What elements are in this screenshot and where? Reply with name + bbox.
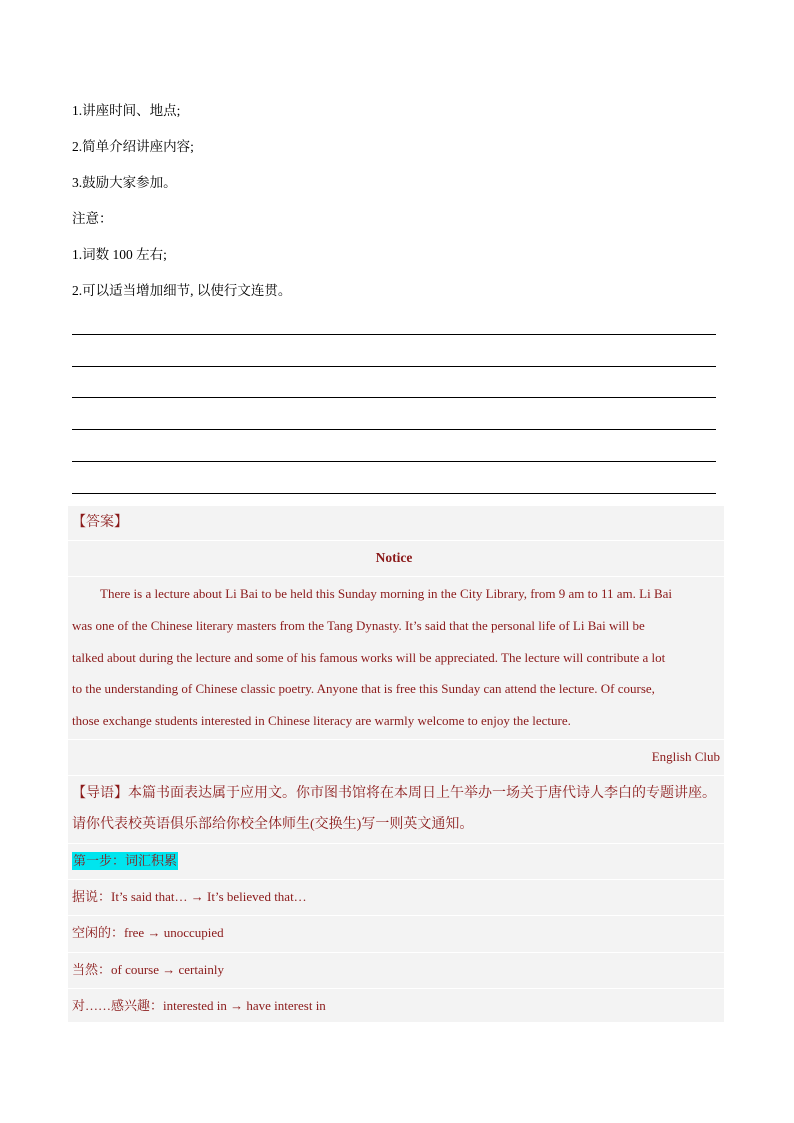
row-separator	[68, 988, 724, 989]
guide-line-1: 【导语】本篇书面表达属于应用文。你市图书馆将在本周日上午举办一场关于唐代诗人李白的专题讲座。	[72, 786, 716, 801]
answer-line-4: to the understanding of Chinese classic poetry. Anyone that is free this Sunday can attend the lecture. Of course,	[72, 681, 655, 696]
answer-label: 【答案】	[72, 515, 128, 530]
writing-line	[72, 493, 716, 494]
row-separator	[68, 952, 724, 953]
answer-line-5: those exchange students interested in Chinese literacy are warmly welcome to enjoy the lecture.	[72, 713, 571, 728]
row-separator	[68, 576, 724, 577]
answer-line-2: was one of the Chinese literary masters from the Tang Dynasty. It’s said that the personal life of Li Bai will be	[72, 618, 645, 633]
guide-line-2: 请你代表校英语俱乐部给你校全体师生(交换生)写一则英文通知。	[72, 817, 474, 832]
requirement-1: 1.讲座时间、地点;	[72, 103, 181, 118]
row-separator	[68, 879, 724, 880]
row-separator	[68, 540, 724, 541]
writing-line	[72, 334, 716, 335]
row-separator	[68, 739, 724, 740]
note-heading: 注意：	[72, 211, 113, 226]
note-1: 1.词数 100 左右;	[72, 247, 167, 262]
requirement-2: 2.简单介绍讲座内容;	[72, 139, 194, 154]
row-separator	[68, 843, 724, 844]
notice-title: Notice	[375, 550, 413, 565]
note-2: 2.可以适当增加细节, 以使行文连贯。	[72, 283, 292, 298]
row-separator	[68, 775, 724, 776]
writing-line	[72, 366, 716, 367]
answer-line-1: There is a lecture about Li Bai to be held this Sunday morning in the City Library, from 9 am to 11 am. Li Bai	[100, 586, 672, 601]
answer-section	[68, 506, 724, 1022]
row-separator	[68, 915, 724, 916]
answer-line-3: talked about during the lecture and some of his famous works will be appreciated. The lecture will contribute a lot	[72, 650, 666, 665]
vocab-item: 当然：of course → certainly	[72, 962, 224, 977]
vocab-item: 据说：It’s said that… → It’s believed that…	[72, 889, 307, 904]
writing-line	[72, 397, 716, 398]
writing-line	[72, 461, 716, 462]
requirement-3: 3.鼓励大家参加。	[72, 175, 177, 190]
writing-line	[72, 429, 716, 430]
vocab-item: 对……感兴趣：interested in → have interest in	[72, 998, 326, 1013]
step1-heading: 第一步：词汇积累	[73, 853, 178, 868]
notice-signature: English Club	[651, 749, 720, 764]
vocab-item: 空闲的：free → unoccupied	[72, 925, 224, 940]
